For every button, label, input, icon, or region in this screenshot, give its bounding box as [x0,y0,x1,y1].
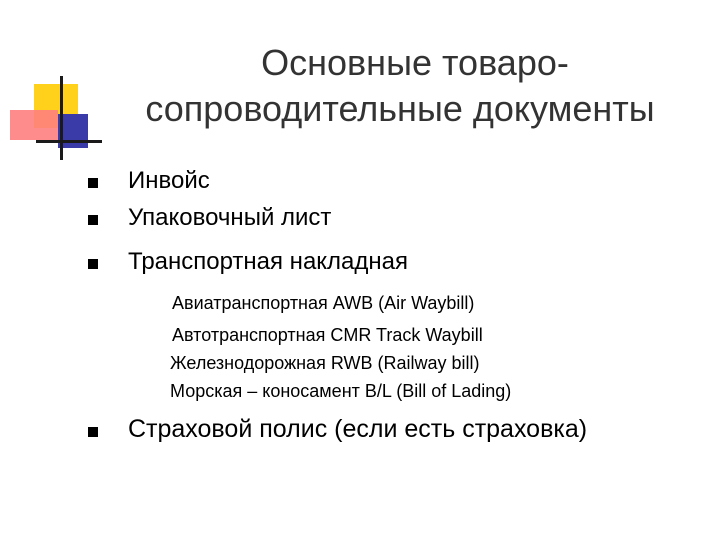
sub-item-bill-of-lading: Морская – коносамент B/L (Bill of Lading) [170,381,512,401]
bullet-square-icon [88,427,98,437]
logo-vertical-line [60,76,63,160]
list-item-insurance-policy: Страховой полис (если есть страховка) [128,415,588,443]
bullet-square-icon [88,178,98,188]
sub-item-air-waybill: Авиатранспортная AWB (Air Waybill) [172,293,475,313]
logo-horizontal-line [36,140,102,143]
logo-red-rectangle [10,110,58,140]
bullet-square-icon [88,259,98,269]
list-item-invoice: Инвойс [128,167,210,194]
list-item-transport-waybill: Транспортная накладная [128,248,409,275]
sub-item-cmr-waybill: Автотранспортная CMR Track Waybill [172,325,483,345]
list-item-packing-list: Упаковочный лист [128,204,332,231]
template-logo-decoration [0,0,110,170]
bullet-square-icon [88,215,98,225]
sub-item-railway-bill: Железнодорожная RWB (Railway bill) [170,353,480,373]
slide-title-line-1: Основные товаро- [261,42,569,83]
slide-title-line-2: сопроводительные документы [145,88,655,129]
slide-title [100,40,700,132]
